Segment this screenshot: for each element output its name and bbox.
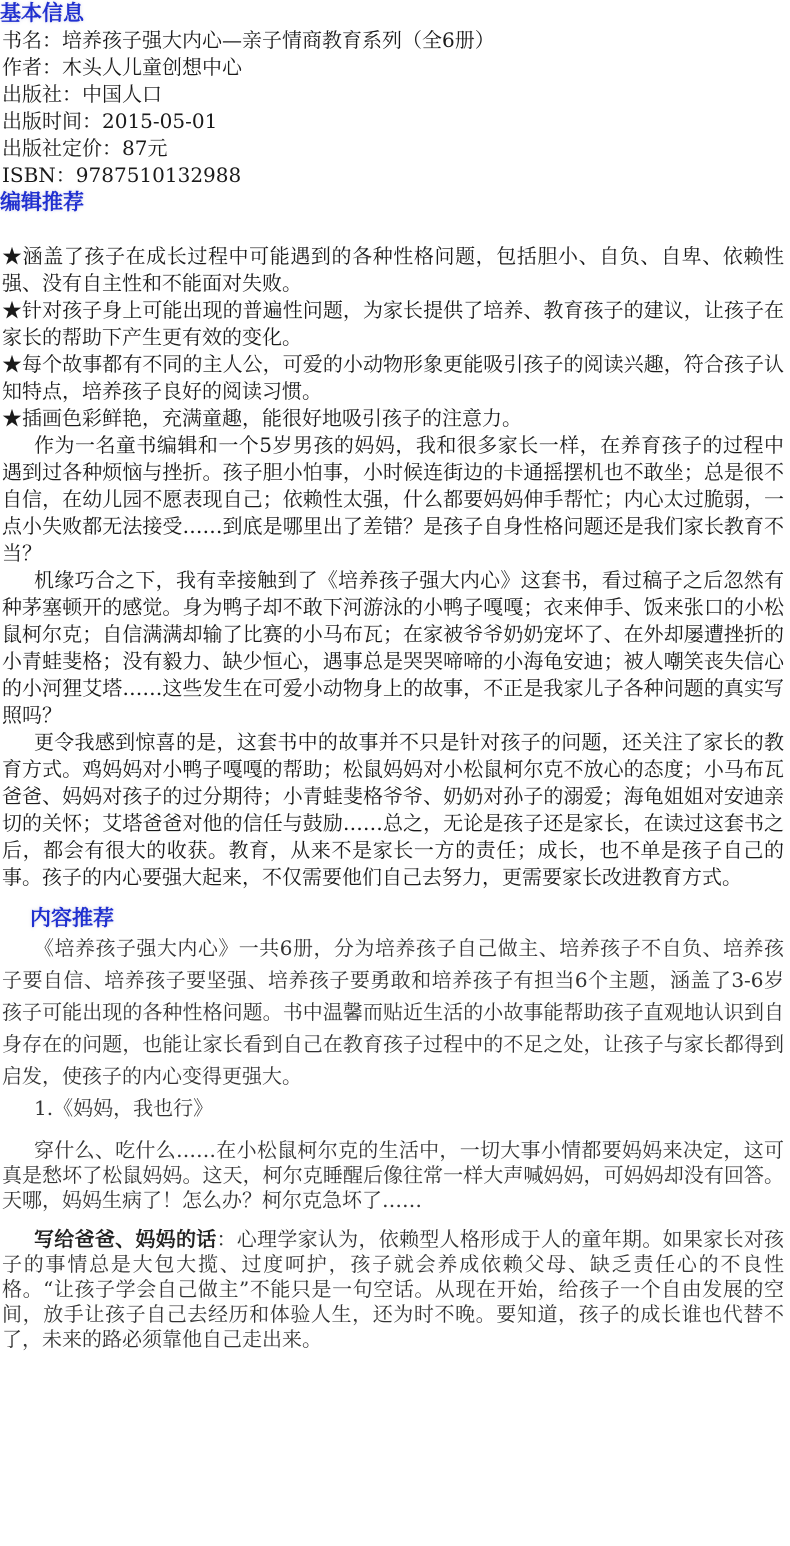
basic-info-section — [0, 0, 790, 189]
content-item-title: 1.《妈妈，我也行》 — [34, 1096, 214, 1120]
info-title: 书名：培养孩子强大内心—亲子情商教育系列（全6册） — [2, 28, 495, 52]
info-isbn: ISBN：9787510132988 — [2, 163, 242, 187]
content-recommendation-body — [0, 932, 790, 1352]
editor-bullet: ★针对孩子身上可能出现的普遍性问题，为家长提供了培养、教育孩子的建议，让孩子在家长的帮助下产生更有效的变化。 — [2, 298, 784, 349]
editor-bullet: ★涵盖了孩子在成长过程中可能遇到的各种性格问题，包括胆小、自负、自卑、依赖性强、没有自主性和不能面对失败。 — [2, 244, 784, 295]
info-publish-date: 出版时间：2015-05-01 — [2, 109, 218, 133]
content-intro: 《培养孩子强大内心》一共6册，分为培养孩子自己做主、培养孩子不自负、培养孩子要自信、培养孩子要坚强、培养孩子要勇敢和培养孩子有担当6个主题，涵盖了3-6岁孩子可能出现的各种性格问题。书中温馨而贴近生活的小故事能帮助孩子直观地认识到自身存在的问题，也能让家长看到自己在教育孩子过程中的不足之处，让孩子与家长都得到启发，使孩子的内心变得更强大。 — [2, 936, 784, 1088]
content-recommendation-heading: 内容推荐 — [30, 906, 114, 930]
parent-note-separator: ： — [216, 1227, 237, 1251]
info-author: 作者：木头人儿童创想中心 — [2, 55, 242, 79]
editor-bullet: ★每个故事都有不同的主人公，可爱的小动物形象更能吸引孩子的阅读兴趣，符合孩子认知特点，培养孩子良好的阅读习惯。 — [2, 352, 784, 403]
basic-info-list — [0, 27, 790, 189]
editor-bullet: ★插画色彩鲜艳，充满童趣，能很好地吸引孩子的注意力。 — [2, 406, 522, 430]
info-publisher: 出版社：中国人口 — [2, 82, 162, 106]
content-story: 穿什么、吃什么……在小松鼠柯尔克的生活中，一切大事小情都要妈妈来决定，这可真是愁坏了松鼠妈妈。这天，柯尔克睡醒后像往常一样大声喊妈妈，可妈妈却没有回答。天哪，妈妈生病了！怎么办？柯尔克急坏了…… — [2, 1138, 784, 1212]
editor-recommendation-body — [0, 243, 790, 891]
basic-info-heading: 基本信息 — [0, 1, 84, 25]
parent-note-label: 写给爸爸、妈妈的话 — [34, 1227, 217, 1251]
parent-note-text: 心理学家认为，依赖型人格形成于人的童年期。如果家长对孩子的事情总是大包大揽、过度呵护，孩子就会养成依赖父母、缺乏责任心的不良性格。“让孩子学会自己做主”不能只是一句空话。从现在开始，给孩子一个自由发展的空间，放手让孩子自己去经历和体验人生，还为时不晚。要知道，孩子的成长谁也代替不了，未来的路必须靠他自己走出来。 — [2, 1227, 785, 1351]
editor-paragraph: 更令我感到惊喜的是，这套书中的故事并不只是针对孩子的问题，还关注了家长的教育方式。鸡妈妈对小鸭子嘎嘎的帮助；松鼠妈妈对小松鼠柯尔克不放心的态度；小马布瓦爸爸、妈妈对孩子的过分期待；小青蛙斐格爷爷、奶奶对孙子的溺爱；海龟姐姐对安迪亲切的关怀；艾塔爸爸对他的信任与鼓励……总之，无论是孩子还是家长，在读过这套书之后，都会有很大的收获。教育，从来不是家长一方的责任；成长，也不单是孩子自己的事。孩子的内心要强大起来，不仅需要他们自己去努力，更需要家长改进教育方式。 — [2, 730, 784, 889]
editor-paragraph: 作为一名童书编辑和一个5岁男孩的妈妈，我和很多家长一样，在养育孩子的过程中遇到过各种烦恼与挫折。孩子胆小怕事，小时候连街边的卡通摇摆机也不敢坐；总是很不自信，在幼儿园不愿表现自己；依赖性太强，什么都要妈妈伸手帮忙；内心太过脆弱，一点小失败都无法接受……到底是哪里出了差错？是孩子自身性格问题还是我们家长教育不当？ — [2, 433, 784, 565]
editor-recommendation-heading: 编辑推荐 — [0, 190, 84, 214]
info-price: 出版社定价：87元 — [2, 136, 168, 160]
parent-note — [2, 1227, 784, 1352]
content-recommendation-section — [0, 905, 790, 1352]
content-story-block — [2, 1138, 784, 1352]
editor-paragraph: 机缘巧合之下，我有幸接触到了《培养孩子强大内心》这套书，看过稿子之后忽然有种茅塞顿开的感觉。身为鸭子却不敢下河游泳的小鸭子嘎嘎；衣来伸手、饭来张口的小松鼠柯尔克；自信满满却输了比赛的小马布瓦；在家被爷爷奶奶宠坏了、在外却屡遭挫折的小青蛙斐格；没有毅力、缺少恒心，遇事总是哭哭啼啼的小海龟安迪；被人嘲笑丧失信心的小河狸艾塔……这些发生在可爱小动物身上的故事，不正是我家儿子各种问题的真实写照吗？ — [2, 568, 784, 727]
editor-recommendation-section — [0, 189, 790, 891]
